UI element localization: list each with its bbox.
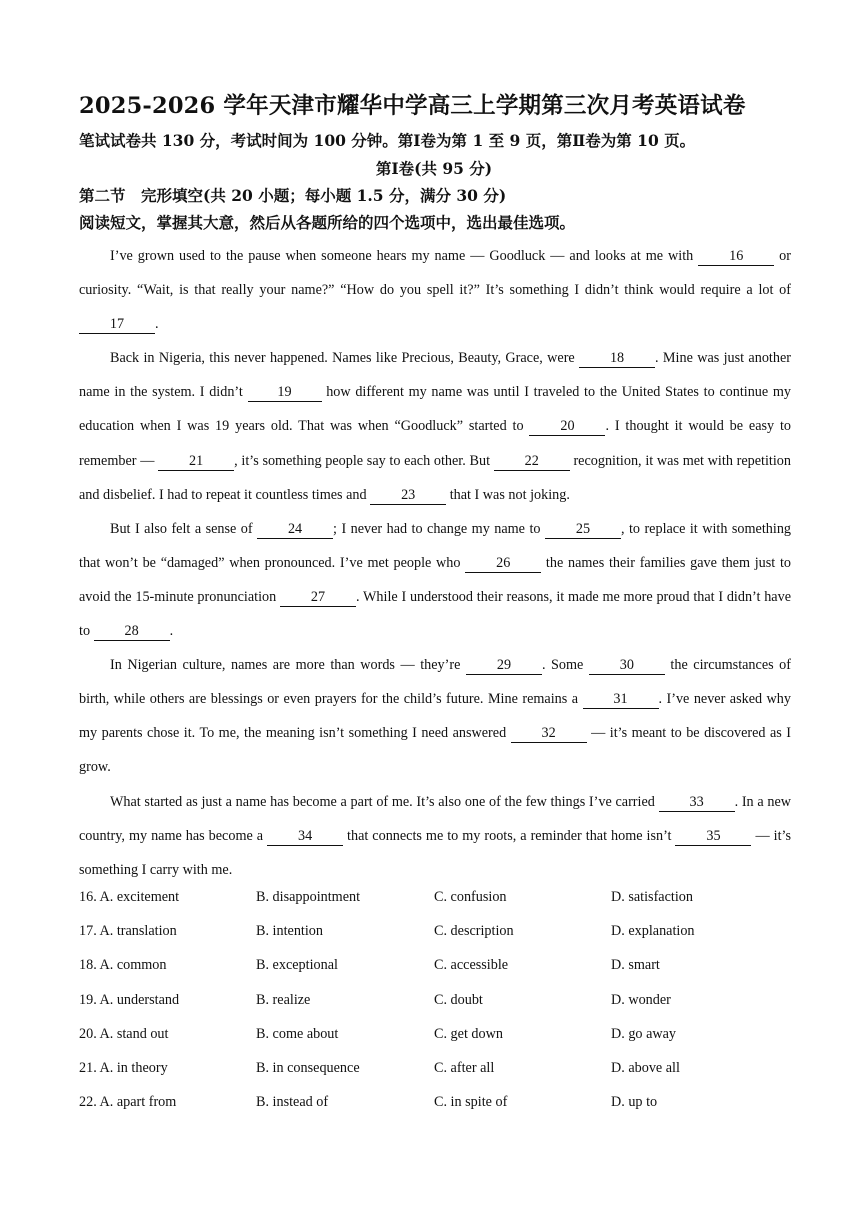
blank-31: 31 xyxy=(583,691,659,709)
question-options-21 xyxy=(79,1054,791,1088)
option-a: 21. A. in theory xyxy=(79,1059,168,1076)
passage-text: . I thought it would be easy to remember — xyxy=(79,418,791,469)
paragraph-1 xyxy=(79,239,791,341)
passage-text: or curiosity. “Wait, is that really your name?” “How do you spell it?” It’s something I didn’t think would require a lot of xyxy=(79,248,791,299)
blank-18: 18 xyxy=(579,350,655,368)
option-b: B. exceptional xyxy=(256,957,338,974)
passage-text: Back in Nigeria, this never happened. Names like Precious, Beauty, Grace, were xyxy=(110,350,580,367)
paragraph-5 xyxy=(79,785,791,887)
option-d: D. explanation xyxy=(611,923,695,940)
option-d: D. above all xyxy=(611,1059,680,1076)
blank-17: 17 xyxy=(79,316,155,334)
option-a: 18. A. common xyxy=(79,957,167,974)
paragraph-2 xyxy=(79,341,791,511)
cloze-passage xyxy=(79,239,791,887)
option-d: D. smart xyxy=(611,957,660,974)
option-c: C. doubt xyxy=(434,991,483,1008)
passage-text: . While I understood their reasons, it made me more proud that I didn’t have to xyxy=(79,588,791,640)
passage-text: . Mine was just another name in the system. I didn’t xyxy=(79,350,791,401)
blank-33: 33 xyxy=(659,794,735,812)
blank-23: 23 xyxy=(370,487,446,505)
passage-text: — it’s meant to be discovered as I grow. xyxy=(79,725,791,776)
passage-text: , it’s something people say to each other. But xyxy=(234,452,494,469)
blank-19: 19 xyxy=(248,384,322,402)
blank-21: 21 xyxy=(158,453,234,471)
blank-35: 35 xyxy=(675,828,751,846)
passage-text: What started as just a name has become a part of me. It’s also one of the few things I’ve carried xyxy=(110,793,659,810)
passage-text: I’ve grown used to the pause when someone hears my name — Goodluck — and looks at me with xyxy=(110,248,699,264)
option-c: C. get down xyxy=(434,1025,503,1042)
blank-22: 22 xyxy=(494,453,570,471)
option-a: 19. A. understand xyxy=(79,991,180,1008)
passage-text: But I also felt a sense of xyxy=(110,520,258,537)
question-options-20 xyxy=(79,1020,791,1054)
question-options-16 xyxy=(79,883,791,917)
answer-options xyxy=(79,883,791,1122)
passage-text: how different my name was until I traveled to the United States to continue my education when I was 19 years old. That was when “Goodluck” started to xyxy=(79,384,792,435)
passage-text: ; I never had to change my name to xyxy=(333,520,545,537)
option-d: D. up to xyxy=(611,1094,658,1111)
passage-text: . In a new country, my name has become a xyxy=(79,793,791,844)
option-c: C. accessible xyxy=(434,957,509,974)
option-a: 16. A. excitement xyxy=(79,889,180,905)
question-options-19 xyxy=(79,986,791,1020)
passage-text: that I was not joking. xyxy=(446,486,570,503)
blank-20: 20 xyxy=(529,418,605,436)
blank-28: 28 xyxy=(94,623,170,641)
exam-info: 笔试试卷共 130 分，考试时间为 100 分钟。第Ⅰ卷为第 1 至 9 页，第Ⅱ卷为第 10 页。 xyxy=(79,131,696,150)
option-c: C. after all xyxy=(434,1059,495,1076)
option-b: B. in consequence xyxy=(256,1059,360,1076)
question-options-22 xyxy=(79,1088,791,1122)
blank-25: 25 xyxy=(545,521,621,539)
passage-text: — it’s something I carry with me. xyxy=(79,827,791,878)
option-c: C. confusion xyxy=(434,889,507,905)
passage-text: that connects me to my roots, a reminder that home isn’t xyxy=(343,827,676,844)
passage-text: recognition, it was met with repetition and disbelief. I had to repeat it countless times and xyxy=(79,452,791,503)
passage-text: . Some xyxy=(541,657,589,674)
option-b: B. come about xyxy=(256,1025,339,1042)
option-a: 22. A. apart from xyxy=(79,1094,177,1111)
blank-26: 26 xyxy=(465,555,541,573)
paragraph-4 xyxy=(79,648,791,784)
blank-29: 29 xyxy=(466,657,542,675)
passage-text: the names their families gave them just to avoid the 15-minute pronunciation xyxy=(79,554,791,605)
question-options-18 xyxy=(79,951,791,985)
blank-34: 34 xyxy=(267,828,343,846)
option-d: D. wonder xyxy=(611,991,671,1008)
paragraph-3 xyxy=(79,512,791,648)
option-a: 20. A. stand out xyxy=(79,1025,169,1042)
option-b: B. realize xyxy=(256,991,311,1008)
instructions: 阅读短文，掌握其大意，然后从各题所给的四个选项中，选出最佳选项。 xyxy=(79,213,576,232)
passage-text: . I’ve never asked why my parents chose it. To me, the meaning isn’t something I need answered xyxy=(79,691,791,742)
passage-text: . xyxy=(155,316,159,333)
option-b: B. intention xyxy=(256,923,323,940)
option-b: B. disappointment xyxy=(256,889,361,905)
blank-30: 30 xyxy=(589,657,665,675)
passage-text: . xyxy=(169,623,174,640)
option-d: D. go away xyxy=(611,1025,677,1042)
blank-16: 16 xyxy=(698,248,774,266)
option-c: C. description xyxy=(434,923,514,940)
passage-text: the circumstances of birth, while others are blessings or even prayers for the child’s future. Mine remains a xyxy=(79,657,791,708)
section-heading: 第二节 完形填空(共 20 小题；每小题 1.5 分，满分 30 分) xyxy=(79,186,507,205)
option-d: D. satisfaction xyxy=(611,889,693,905)
option-c: C. in spite of xyxy=(434,1094,508,1111)
volume-heading: 第Ⅰ卷(共 95 分) xyxy=(375,159,493,178)
blank-27: 27 xyxy=(280,589,356,607)
page-title: 2025-2026 学年天津市耀华中学高三上学期第三次月考英语试卷 xyxy=(79,93,746,119)
passage-text: , to replace it with something that won’t be “damaged” when pronounced. I’ve met people who xyxy=(79,520,792,571)
passage-text: In Nigerian culture, names are more than words — they’re xyxy=(110,657,466,674)
option-b: B. instead of xyxy=(256,1094,329,1111)
question-options-17 xyxy=(79,917,791,951)
blank-32: 32 xyxy=(511,725,587,743)
option-a: 17. A. translation xyxy=(79,923,177,940)
blank-24: 24 xyxy=(257,521,333,539)
